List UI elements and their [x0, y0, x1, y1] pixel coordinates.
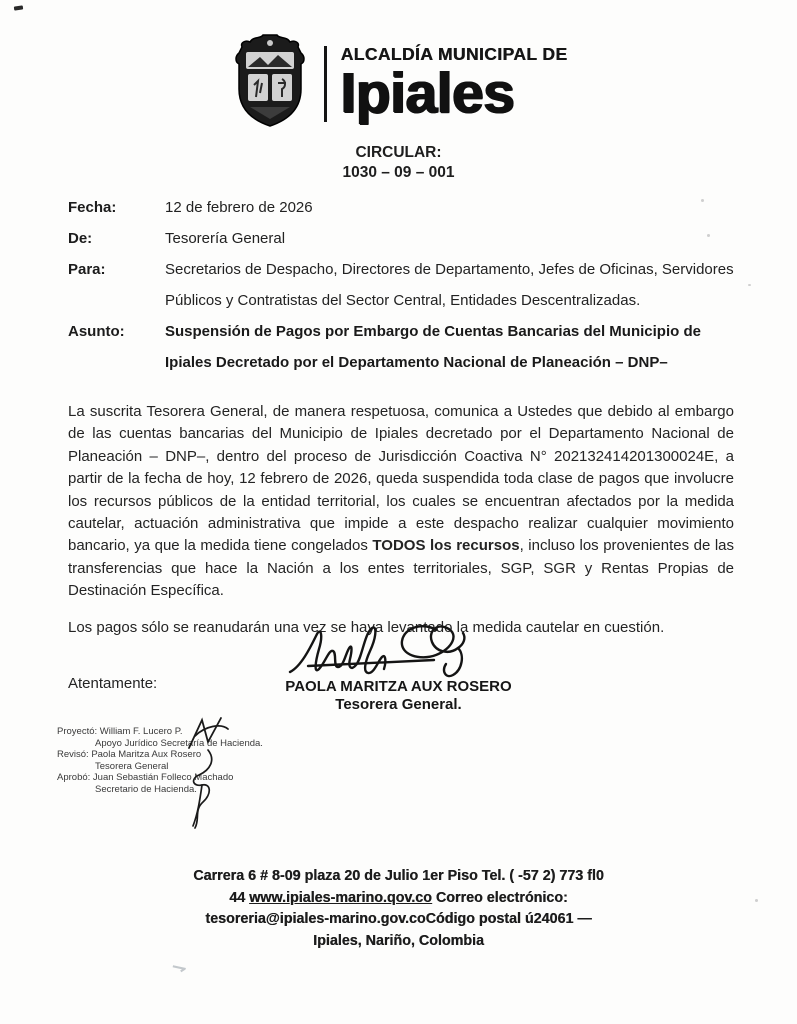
footer-phone-suffix: 44 — [229, 889, 250, 906]
footer-location-line: Ipiales, Nariño, Colombia — [313, 932, 484, 949]
credit-line: Revisó: Paola Maritza Aux Rosero — [57, 749, 202, 761]
org-name-line1: ALCALDÍA MUNICIPAL DE — [340, 44, 568, 65]
fecha-label: Fecha: — [68, 199, 117, 216]
credit-line: Secretario de Hacienda. — [95, 783, 197, 795]
scan-speck — [748, 284, 751, 286]
meta-row-de — [68, 223, 734, 254]
signature-block — [0, 620, 797, 714]
para-label: Para: — [68, 261, 106, 278]
letter-footer — [0, 866, 797, 952]
header-divider — [324, 46, 327, 122]
fecha-value: 12 de febrero de 2026 — [165, 199, 313, 216]
circular-number: 1030 – 09 – 001 — [342, 164, 455, 181]
asunto-value: Suspensión de Pagos por Embargo de Cuentas Bancarias del Municipio de Ipiales Decretado por el Departamento Nacional de Planeación – DNP– — [165, 323, 701, 371]
letterhead — [0, 32, 797, 130]
de-value: Tesorería General — [165, 230, 286, 247]
handwritten-initials-icon — [185, 714, 231, 752]
handwritten-signature — [284, 620, 514, 682]
scan-speck — [755, 899, 758, 902]
paragraph-1-end: , incluso los provenientes de las transferencias que hace la Nación a los entes territoriales, SGP, SGR y Rentas Propias de Destinación Específica. — [68, 537, 735, 600]
credit-line: Apoyo Jurídico Secretaría de Hacienda. — [95, 737, 263, 749]
para-value: Secretarios de Despacho, Directores de Departamento, Jefes de Oficinas, Servidores Públicos y Contratistas del Sector Central, Entidades Descentralizadas. — [165, 261, 734, 309]
circular-label: CIRCULAR: — [355, 144, 442, 161]
closing-salutation: Atentamente: — [68, 675, 158, 693]
footer-email-label: Correo electrónico: — [431, 889, 568, 906]
footer-email-line: tesoreria@ipiales-marino.gov.coCódigo postal ú24061 — — [205, 911, 592, 928]
letter-meta — [68, 192, 734, 378]
meta-row-asunto — [68, 316, 734, 378]
scan-artifact-corner — [14, 5, 23, 10]
handwritten-flourish-icon — [185, 748, 217, 830]
de-label: De: — [68, 230, 93, 247]
circular-heading — [0, 143, 797, 183]
org-name-wordmark: Ipiales — [340, 61, 515, 126]
pencil-mark: ⇁ — [170, 956, 189, 979]
asunto-label: Asunto: — [68, 323, 125, 340]
paragraph-2: Los pagos sólo se reanudarán una vez se haya levantado la medida cautelar en cuestión. — [68, 618, 665, 636]
scan-speck — [701, 199, 704, 202]
credit-line: Tesorera General — [95, 760, 169, 772]
signer-title: Tesorera General. — [335, 696, 462, 713]
credit-line: Aprobó: Juan Sebastián Folleco Machado — [57, 772, 234, 784]
credit-line: Proyectó: William F. Lucero P. — [57, 726, 183, 737]
footer-address-line: Carrera 6 # 8-09 plaza 20 de Julio 1er Piso Tel. ( -57 2) 773 fl0 — [193, 868, 604, 884]
footer-web-line — [0, 888, 797, 910]
signer-name: PAOLA MARITZA AUX ROSERO — [285, 678, 512, 695]
municipal-crest-icon — [230, 32, 310, 130]
website-link: www.ipiales-marino.qov.co — [249, 889, 432, 906]
meta-row-para — [68, 254, 734, 316]
paragraph-1 — [68, 401, 734, 603]
meta-row-fecha — [68, 192, 734, 223]
scan-speck — [707, 234, 710, 237]
paragraph-1-start: La suscrita Tesorera General, de manera respetuosa, comunica a Ustedes que debido al embargo de las cuentas bancarias del Municipio de Ipiales decretado por el Departamento Nacional de Planeación – DNP–, dentro del proceso de Jurisdicción Coactiva N° 202132414201300024E, a partir de la fecha de hoy, 12 febrero de 2026, queda suspendida toda clase de pagos que involucre los recursos públicos de la entidad territorial, los cuales se encuentran afectados por la medida cautelar, actuación administrativa que impide a este despacho realizar cualquier movimiento bancario, ya que la medida tiene congelados — [68, 403, 734, 555]
routing-credits — [57, 726, 263, 796]
paragraph-1-bold-phrase: TODOS los recursos — [372, 537, 520, 555]
